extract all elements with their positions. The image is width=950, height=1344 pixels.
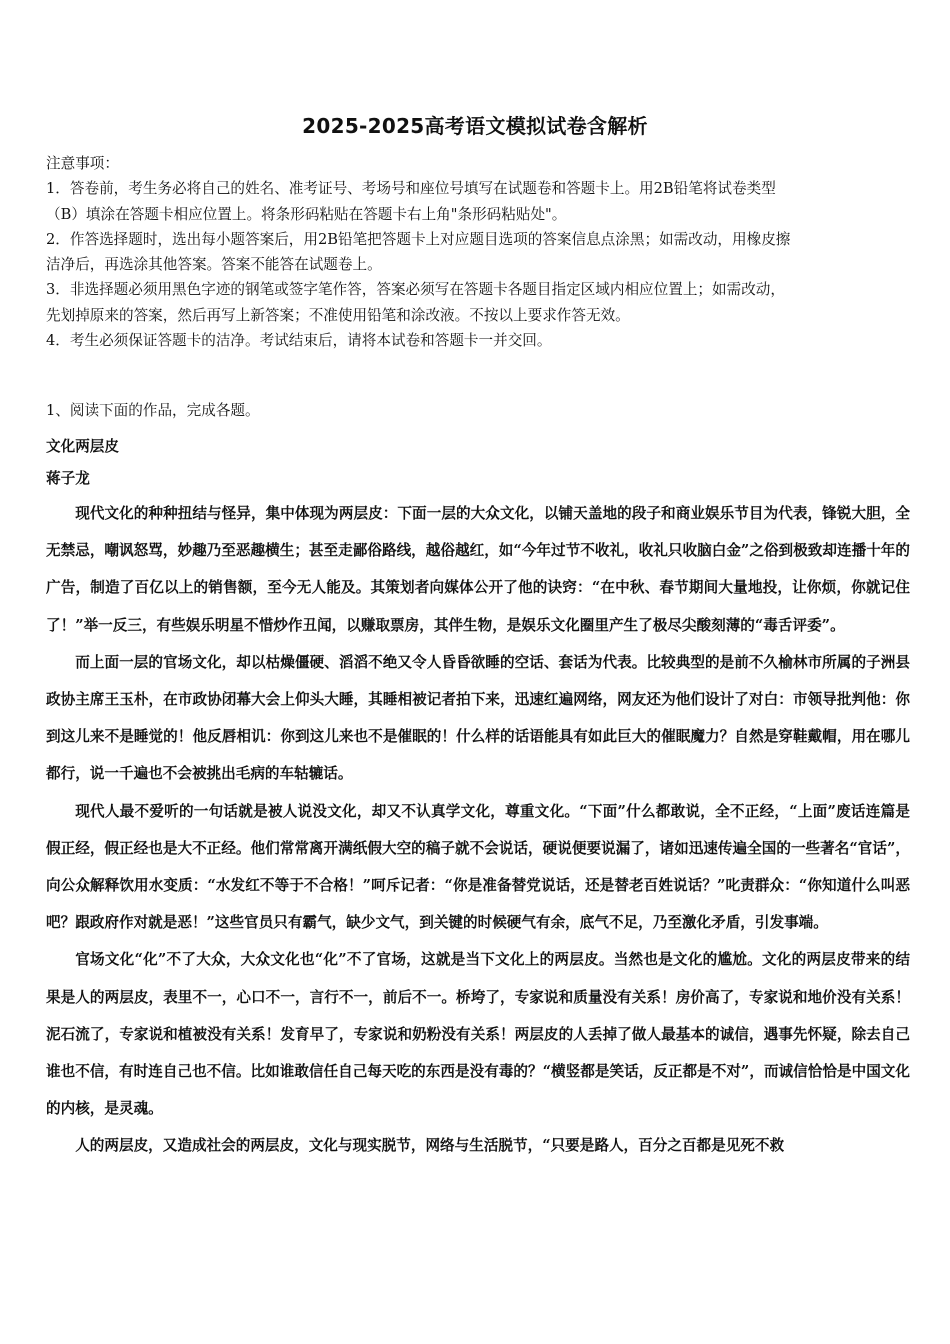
article-title: 文化两层皮 — [46, 438, 119, 455]
notice-line: （B）填涂在答题卡相应位置上。将条形码粘贴在答题卡右上角"条形码粘贴处"。 — [46, 205, 567, 223]
article-paragraph: 现代文化的种种扭结与怪异，集中体现为两层皮：下面一层的大众文化，以铺天盖地的段子和商业娱乐节目为代表，锋锐大胆，全无禁忌，嘲讽怒骂，妙趣乃至恶趣横生；甚至走鄙俗路线，越俗越红，如“今年过节不收礼，收礼只收脑白金”之俗到极致却连播十年的广告，制造了百亿以上的销售额，至今无人能及。其策划者向媒体公开了他的诀窍：“在中秋、春节期间大量地投，让你烦，你就记住了！”举一反三，有些娱乐明星不惜炒作丑闻，以赚取票房，其伴生物，是娱乐文化圈里产生了极尽尖酸刻薄的“毒舌评委”。 — [46, 505, 910, 634]
question-1-intro: 1、阅读下面的作品，完成各题。 — [46, 402, 260, 419]
article-body — [46, 495, 910, 1165]
notice-line: 洁净后，再选涂其他答案。答案不能答在试题卷上。 — [46, 256, 382, 274]
notice-heading: 注意事项： — [46, 155, 119, 172]
notice-line: 3．非选择题必须用黑色字迹的钢笔或签字笔作答，答案必须写在答题卡各题目指定区域内相应位置上；如需改动， — [46, 281, 785, 299]
article-paragraph: 现代人最不爱听的一句话就是被人说没文化，却又不认真学文化，尊重文化。“下面”什么都敢说，全不正经，“上面”废话连篇是假正经，假正经也是大不正经。他们常常离开满纸假大空的稿子就不会说话，硬说便要说漏了，诸如迅速传遍全国的一些著名“官话”，向公众解释饮用水变质：“水发红不等于不合格！”呵斥记者：“你是准备替党说话，还是替老百姓说话？”叱责群众：“你知道什么叫恶吧？跟政府作对就是恶！”这些官员只有霸气，缺少文气，到关键的时候硬气有余，底气不足，乃至激化矛盾，引发事端。 — [46, 802, 910, 932]
exam-title: 2025-2025高考语文模拟试卷含解析 — [302, 114, 648, 138]
notice-line: 1．答卷前，考生务必将自己的姓名、准考证号、考场号和座位号填写在试题卷和答题卡上。用2B铅笔将试卷类型 — [46, 180, 776, 198]
notice-line: 2．作答选择题时，选出每小题答案后，用2B铅笔把答题卡上对应题目选项的答案信息点涂黑；如需改动，用橡皮擦 — [46, 230, 791, 248]
reading-article — [46, 431, 910, 1165]
article-paragraph: 人的两层皮，又造成社会的两层皮，文化与现实脱节，网络与生活脱节，“只要是路人，百分之百都是见死不救 — [75, 1137, 785, 1155]
article-paragraph: 而上面一层的官场文化，却以枯燥僵硬、滔滔不绝又令人昏昏欲睡的空话、套话为代表。比较典型的是前不久榆林市所属的子洲县政协主席王玉朴，在市政协闭幕大会上仰头大睡，其睡相被记者拍下来，迅速红遍网络，网友还为他们设计了对白：市领导批判他：你到这儿来不是睡觉的！他反唇相讥：你到这儿来也不是催眠的！什么样的话语能具有如此巨大的催眠魔力？自然是穿鞋戴帽，用在哪儿都行，说一千遍也不会被挑出毛病的车轱辘话。 — [46, 653, 910, 783]
notice-line: 先划掉原来的答案，然后再写上新答案；不准使用铅笔和涂改液。不按以上要求作答无效。 — [46, 306, 630, 324]
article-paragraph: 官场文化“化”不了大众，大众文化也“化”不了官场，这就是当下文化上的两层皮。当然也是文化的尴尬。文化的两层皮带来的结果是人的两层皮，表里不一，心口不一，言行不一，前后不一。桥垮了，专家说和质量没有关系！房价高了，专家说和地价没有关系！泥石流了，专家说和植被没有关系！发育早了，专家说和奶粉没有关系！两层皮的人丢掉了做人最基本的诚信，遇事先怀疑，除去自己谁也不信，有时连自己也不信。比如谁敢信任自己每天吃的东西是没有毒的？“横竖都是笑话，反正都是不对”，而诚信恰恰是中国文化的内核，是灵魂。 — [46, 951, 910, 1118]
notice-line: 4．考生必须保证答题卡的洁净。考试结束后，请将本试卷和答题卡一并交回。 — [46, 332, 552, 350]
article-author: 蒋子龙 — [46, 470, 90, 487]
notice-section — [46, 151, 908, 353]
